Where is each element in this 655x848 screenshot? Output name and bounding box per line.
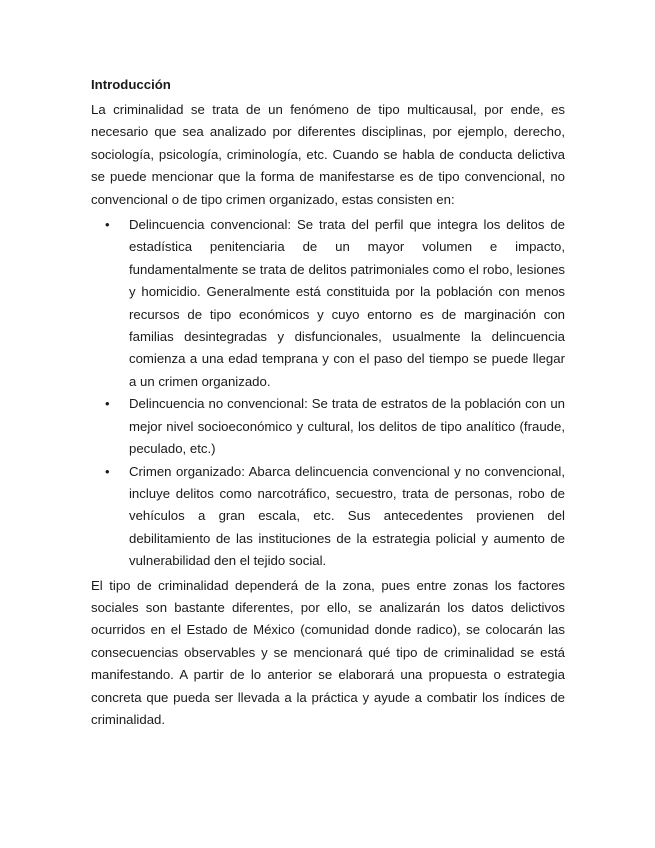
list-item-non-conventional: [105, 393, 565, 460]
list-item-conventional: [105, 214, 565, 393]
intro-paragraph: La criminalidad se trata de un fenómeno de tipo multicausal, por ende, es necesario que sea analizado por diferentes disciplinas, por ejemplo, derecho, sociología, psicología, criminología, etc. Cuando se habla de conducta delictiva se puede mencionar que la forma de manifestarse es de tipo convencional, no convencional o de tipo crimen organizado, estas consisten en:: [91, 102, 565, 207]
section-heading: Introducción: [91, 77, 171, 92]
closing-paragraph: El tipo de criminalidad dependerá de la zona, pues entre zonas los factores sociales son bastante diferentes, por ello, se analizarán los datos delictivos ocurridos en el Estado de México (comunidad donde radico), se colocarán las consecuencias observables y se mencionará qué tipo de criminalidad se está manifestando. A partir de lo anterior se elaborará una propuesta o estrategia concreta que pueda ser llevada a la práctica y ayude a combatir los índices de criminalidad.: [91, 577, 565, 727]
bullet-icon: •: [105, 396, 110, 412]
bullet-icon: •: [105, 463, 110, 479]
list-item-organized-crime: [105, 461, 565, 573]
list-item-text: Delincuencia convencional: Se trata del perfil que integra los delitos de estadística penitenciaria de un mayor volumen e impacto, fundamentalmente se trata de delitos patrimoniales como el robo, lesiones y homicidio. Generalmente está constituida por la población con menos recursos de tipo económicos y cuyo entorno es de marginación con familias desintegradas y disfuncionales, usualmente la delincuencia comienza a una edad temprana y con el paso del tiempo se puede llegar a un crimen organizado.: [129, 217, 565, 389]
criminality-types-list: [91, 214, 565, 573]
list-item-text: Crimen organizado: Abarca delincuencia convencional y no convencional, incluye delitos como narcotráfico, secuestro, trata de personas, robo de vehículos a gran escala, etc. Sus antecedentes provienen del debilitamiento de las instituciones de la estrategia policial y aumento de vulnerabilidad den el tejido social.: [129, 463, 565, 569]
bullet-icon: •: [105, 217, 110, 233]
list-item-text: Delincuencia no convencional: Se trata de estratos de la población con un mejor nivel socioeconómico y cultural, los delitos de tipo analítico (fraude, peculado, etc.): [129, 396, 565, 457]
